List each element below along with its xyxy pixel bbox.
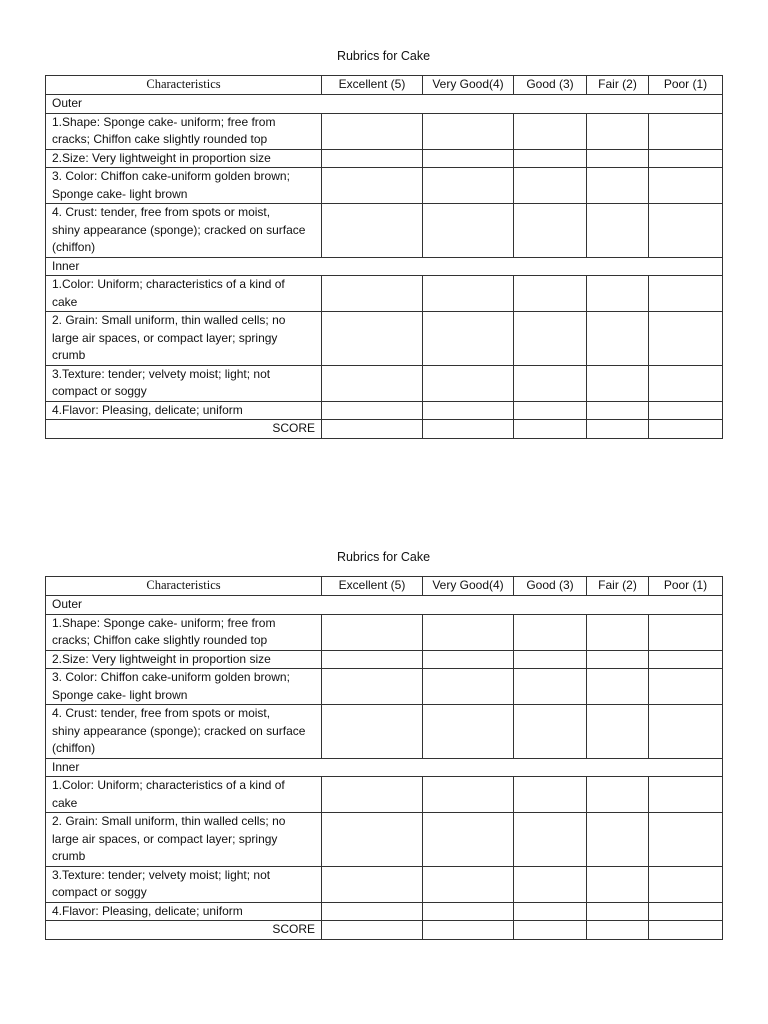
header-fair: Fair (2) bbox=[587, 577, 649, 596]
criterion-row bbox=[46, 365, 723, 401]
rating-cell-fair bbox=[587, 312, 649, 366]
rubric-1 bbox=[45, 46, 722, 439]
section-label: Outer bbox=[46, 95, 723, 114]
header-row bbox=[46, 76, 723, 95]
rating-cell-excellent bbox=[322, 669, 423, 705]
score-label: SCORE bbox=[46, 420, 322, 439]
rating-cell-excellent bbox=[322, 401, 423, 420]
rating-cell-fair bbox=[587, 113, 649, 149]
rating-cell-fair bbox=[587, 902, 649, 921]
rating-cell-good bbox=[514, 921, 587, 940]
criterion-row bbox=[46, 204, 723, 258]
rating-cell-good bbox=[514, 113, 587, 149]
criterion-line: 3. Color: Chiffon cake-uniform golden brown; bbox=[52, 670, 290, 684]
criterion-row bbox=[46, 113, 723, 149]
rating-cell-poor bbox=[649, 902, 723, 921]
rating-cell-excellent bbox=[322, 204, 423, 258]
criterion-text bbox=[46, 204, 322, 258]
rating-cell-poor bbox=[649, 149, 723, 168]
rating-cell-very-good bbox=[423, 705, 514, 759]
criterion-line: Sponge cake- light brown bbox=[52, 186, 188, 201]
criterion-line: (chiffon) bbox=[52, 240, 96, 254]
rubric-table bbox=[45, 75, 723, 439]
rating-cell-poor bbox=[649, 614, 723, 650]
criterion-line: 1.Shape: Sponge cake- uniform; free from bbox=[52, 615, 276, 630]
criterion-row bbox=[46, 866, 723, 902]
header-excellent: Excellent (5) bbox=[322, 76, 423, 95]
criterion-text bbox=[46, 650, 322, 669]
rating-cell-very-good bbox=[423, 902, 514, 921]
rating-cell-good bbox=[514, 168, 587, 204]
rating-cell-very-good bbox=[423, 204, 514, 258]
criterion-row bbox=[46, 669, 723, 705]
section-row bbox=[46, 257, 723, 276]
rating-cell-poor bbox=[649, 204, 723, 258]
rating-cell-good bbox=[514, 777, 587, 813]
rating-cell-good bbox=[514, 401, 587, 420]
criterion-line: shiny appearance (sponge); cracked on surface bbox=[52, 723, 306, 738]
rating-cell-excellent bbox=[322, 312, 423, 366]
rating-cell-poor bbox=[649, 365, 723, 401]
criterion-line: 4. Crust: tender, free from spots or moist, bbox=[52, 205, 271, 219]
rating-cell-poor bbox=[649, 866, 723, 902]
rating-cell-very-good bbox=[423, 420, 514, 439]
rating-cell-poor bbox=[649, 168, 723, 204]
criterion-text bbox=[46, 614, 322, 650]
rating-cell-very-good bbox=[423, 168, 514, 204]
rating-cell-fair bbox=[587, 168, 649, 204]
section-row bbox=[46, 596, 723, 615]
criterion-line: (chiffon) bbox=[52, 741, 96, 755]
criterion-line: shiny appearance (sponge); cracked on surface bbox=[52, 222, 306, 237]
criterion-line: large air spaces, or compact layer; springy bbox=[52, 330, 278, 345]
header-very-good: Very Good(4) bbox=[423, 76, 514, 95]
criterion-row bbox=[46, 813, 723, 867]
rating-cell-fair bbox=[587, 669, 649, 705]
rating-cell-excellent bbox=[322, 420, 423, 439]
rating-cell-good bbox=[514, 705, 587, 759]
section-row bbox=[46, 95, 723, 114]
criterion-text bbox=[46, 401, 322, 420]
rating-cell-excellent bbox=[322, 614, 423, 650]
criterion-text bbox=[46, 276, 322, 312]
rating-cell-poor bbox=[649, 669, 723, 705]
rating-cell-excellent bbox=[322, 149, 423, 168]
rating-cell-very-good bbox=[423, 276, 514, 312]
criterion-text bbox=[46, 113, 322, 149]
rating-cell-poor bbox=[649, 813, 723, 867]
criterion-line: 3.Texture: tender; velvety moist; light; not bbox=[52, 366, 271, 381]
criterion-line: crumb bbox=[52, 348, 86, 362]
score-row bbox=[46, 921, 723, 940]
criterion-text bbox=[46, 312, 322, 366]
rating-cell-good bbox=[514, 902, 587, 921]
rating-cell-good bbox=[514, 276, 587, 312]
criterion-line: cracks; Chiffon cake slightly rounded top bbox=[52, 132, 268, 146]
rating-cell-poor bbox=[649, 401, 723, 420]
rating-cell-very-good bbox=[423, 921, 514, 940]
rating-cell-excellent bbox=[322, 650, 423, 669]
rating-cell-good bbox=[514, 312, 587, 366]
rating-cell-poor bbox=[649, 113, 723, 149]
rating-cell-very-good bbox=[423, 149, 514, 168]
rating-cell-good bbox=[514, 204, 587, 258]
rating-cell-fair bbox=[587, 204, 649, 258]
criterion-line: 3.Texture: tender; velvety moist; light; not bbox=[52, 867, 271, 882]
rubric-title: Rubrics for Cake bbox=[336, 550, 431, 564]
rubric-2 bbox=[45, 547, 722, 940]
header-good: Good (3) bbox=[514, 577, 587, 596]
rating-cell-poor bbox=[649, 777, 723, 813]
criterion-line: Sponge cake- light brown bbox=[52, 687, 188, 702]
criterion-text bbox=[46, 365, 322, 401]
criterion-row bbox=[46, 312, 723, 366]
criterion-text bbox=[46, 669, 322, 705]
rating-cell-excellent bbox=[322, 365, 423, 401]
rating-cell-very-good bbox=[423, 650, 514, 669]
criterion-line: crumb bbox=[52, 849, 86, 863]
rating-cell-very-good bbox=[423, 113, 514, 149]
rating-cell-fair bbox=[587, 420, 649, 439]
rating-cell-excellent bbox=[322, 276, 423, 312]
rating-cell-poor bbox=[649, 276, 723, 312]
section-label: Outer bbox=[46, 596, 723, 615]
criterion-line: 2.Size: Very lightweight in proportion size bbox=[52, 651, 271, 666]
header-good: Good (3) bbox=[514, 76, 587, 95]
criterion-line: cake bbox=[52, 795, 78, 810]
rating-cell-fair bbox=[587, 813, 649, 867]
rating-cell-fair bbox=[587, 365, 649, 401]
criterion-line: 2. Grain: Small uniform, thin walled cells; no bbox=[52, 814, 286, 828]
rating-cell-excellent bbox=[322, 921, 423, 940]
section-row bbox=[46, 758, 723, 777]
rating-cell-fair bbox=[587, 401, 649, 420]
criterion-line: 1.Color: Uniform; characteristics of a kind of bbox=[52, 778, 285, 792]
criterion-row bbox=[46, 401, 723, 420]
score-label: SCORE bbox=[46, 921, 322, 940]
section-label: Inner bbox=[46, 758, 723, 777]
criterion-text bbox=[46, 149, 322, 168]
rating-cell-fair bbox=[587, 614, 649, 650]
criterion-line: compact or soggy bbox=[52, 885, 147, 899]
rating-cell-good bbox=[514, 650, 587, 669]
rating-cell-good bbox=[514, 420, 587, 439]
criterion-row bbox=[46, 777, 723, 813]
criterion-row bbox=[46, 902, 723, 921]
criterion-line: 3. Color: Chiffon cake-uniform golden brown; bbox=[52, 169, 290, 183]
criterion-line: 2.Size: Very lightweight in proportion size bbox=[52, 150, 271, 165]
rating-cell-good bbox=[514, 614, 587, 650]
rating-cell-very-good bbox=[423, 777, 514, 813]
criterion-text bbox=[46, 866, 322, 902]
criterion-text bbox=[46, 168, 322, 204]
criterion-line: 4.Flavor: Pleasing, delicate; uniform bbox=[52, 402, 243, 417]
criterion-row bbox=[46, 168, 723, 204]
section-label: Inner bbox=[46, 257, 723, 276]
rating-cell-very-good bbox=[423, 813, 514, 867]
rating-cell-poor bbox=[649, 420, 723, 439]
criterion-row bbox=[46, 276, 723, 312]
rating-cell-poor bbox=[649, 650, 723, 669]
criterion-line: 4.Flavor: Pleasing, delicate; uniform bbox=[52, 903, 243, 918]
rating-cell-excellent bbox=[322, 813, 423, 867]
rubric-title: Rubrics for Cake bbox=[336, 49, 431, 63]
criterion-line: 1.Color: Uniform; characteristics of a kind of bbox=[52, 277, 285, 291]
rating-cell-excellent bbox=[322, 777, 423, 813]
criterion-text bbox=[46, 813, 322, 867]
rating-cell-fair bbox=[587, 705, 649, 759]
rating-cell-good bbox=[514, 813, 587, 867]
rating-cell-good bbox=[514, 149, 587, 168]
criterion-row bbox=[46, 149, 723, 168]
rating-cell-fair bbox=[587, 777, 649, 813]
criterion-line: 2. Grain: Small uniform, thin walled cells; no bbox=[52, 313, 286, 327]
rating-cell-fair bbox=[587, 866, 649, 902]
rating-cell-poor bbox=[649, 921, 723, 940]
rating-cell-very-good bbox=[423, 365, 514, 401]
rating-cell-good bbox=[514, 365, 587, 401]
criterion-row bbox=[46, 650, 723, 669]
score-row bbox=[46, 420, 723, 439]
rating-cell-poor bbox=[649, 312, 723, 366]
criterion-row bbox=[46, 705, 723, 759]
rating-cell-excellent bbox=[322, 113, 423, 149]
rating-cell-excellent bbox=[322, 168, 423, 204]
rating-cell-very-good bbox=[423, 669, 514, 705]
rating-cell-fair bbox=[587, 650, 649, 669]
rating-cell-fair bbox=[587, 276, 649, 312]
criterion-text bbox=[46, 777, 322, 813]
header-characteristics: Characteristics bbox=[46, 577, 322, 596]
rating-cell-good bbox=[514, 669, 587, 705]
criterion-text bbox=[46, 705, 322, 759]
rating-cell-excellent bbox=[322, 866, 423, 902]
rating-cell-very-good bbox=[423, 401, 514, 420]
criterion-line: large air spaces, or compact layer; springy bbox=[52, 831, 278, 846]
header-excellent: Excellent (5) bbox=[322, 577, 423, 596]
header-poor: Poor (1) bbox=[649, 76, 723, 95]
rating-cell-fair bbox=[587, 921, 649, 940]
criterion-line: 1.Shape: Sponge cake- uniform; free from bbox=[52, 114, 276, 129]
header-characteristics: Characteristics bbox=[46, 76, 322, 95]
criterion-row bbox=[46, 614, 723, 650]
rating-cell-poor bbox=[649, 705, 723, 759]
rating-cell-excellent bbox=[322, 902, 423, 921]
header-very-good: Very Good(4) bbox=[423, 577, 514, 596]
header-fair: Fair (2) bbox=[587, 76, 649, 95]
rating-cell-very-good bbox=[423, 614, 514, 650]
criterion-line: 4. Crust: tender, free from spots or moist, bbox=[52, 706, 271, 720]
criterion-line: compact or soggy bbox=[52, 384, 147, 398]
criterion-line: cake bbox=[52, 294, 78, 309]
rating-cell-very-good bbox=[423, 312, 514, 366]
rating-cell-fair bbox=[587, 149, 649, 168]
rating-cell-very-good bbox=[423, 866, 514, 902]
header-row bbox=[46, 577, 723, 596]
rating-cell-excellent bbox=[322, 705, 423, 759]
criterion-line: cracks; Chiffon cake slightly rounded top bbox=[52, 633, 268, 647]
criterion-text bbox=[46, 902, 322, 921]
rating-cell-good bbox=[514, 866, 587, 902]
header-poor: Poor (1) bbox=[649, 577, 723, 596]
rubric-table bbox=[45, 576, 723, 940]
